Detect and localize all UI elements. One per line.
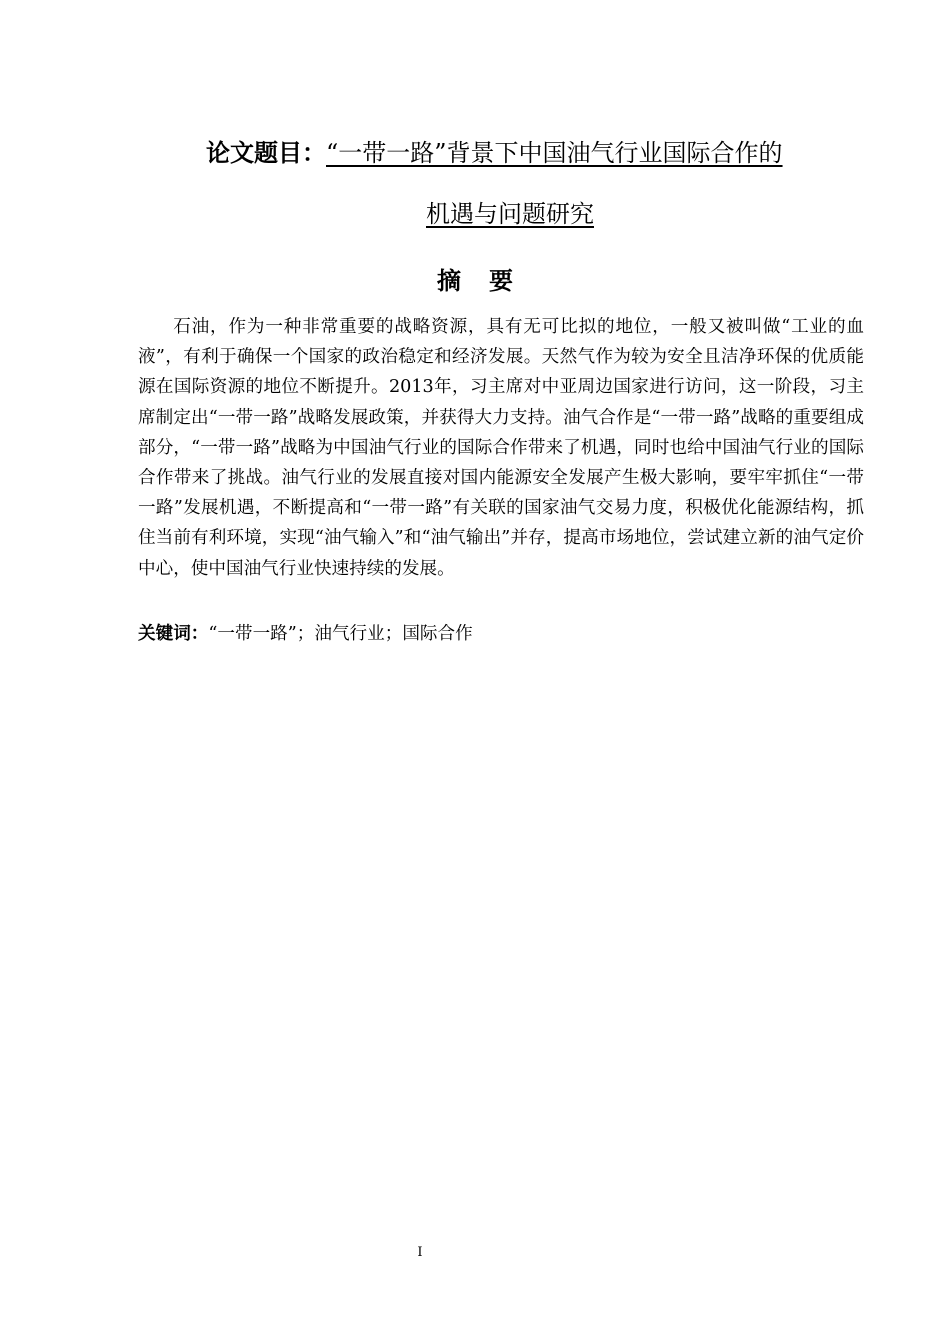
- thesis-title-line-1: [206, 136, 783, 170]
- abstract-body: 石油，作为一种非常重要的战略资源，具有无可比拟的地位，一般又被叫做“工业的血液”，有利于确保一个国家的政治稳定和经济发展。天然气作为较为安全且洁净环保的优质能源在国际资源的地位不断提升。2013年，习主席对中亚周边国家进行访问，这一阶段，习主席制定出“一带一路”战略发展政策，并获得大力支持。油气合作是“一带一路”战略的重要组成部分，“一带一路”战略为中国油气行业的国际合作带来了机遇，同时也给中国油气行业的国际合作带来了挑战。油气行业的发展直接对国内能源安全发展产生极大影响，要牢牢抓住“一带一路”发展机遇，不断提高和“一带一路”有关联的国家油气交易力度，积极优化能源结构，抓住当前有利环境，实现“油气输入”和“油气输出”并存，提高市场地位，尝试建立新的油气定价中心，使中国油气行业快速持续的发展。: [138, 317, 864, 579]
- thesis-title-line-2: [0, 197, 950, 231]
- thesis-title-text-1: “一带一路”背景下中国油气行业国际合作的: [326, 139, 783, 167]
- page-number: I: [417, 1245, 423, 1260]
- keywords-label: 关键词：: [138, 624, 209, 644]
- thesis-title-text-2: 机遇与问题研究: [426, 200, 594, 228]
- abstract-heading: 摘要: [437, 267, 541, 295]
- keywords-text: “一带一路”；油气行业；国际合作: [208, 624, 473, 644]
- keywords-line: [138, 619, 473, 649]
- thesis-title-label: 论文题目：: [206, 139, 326, 167]
